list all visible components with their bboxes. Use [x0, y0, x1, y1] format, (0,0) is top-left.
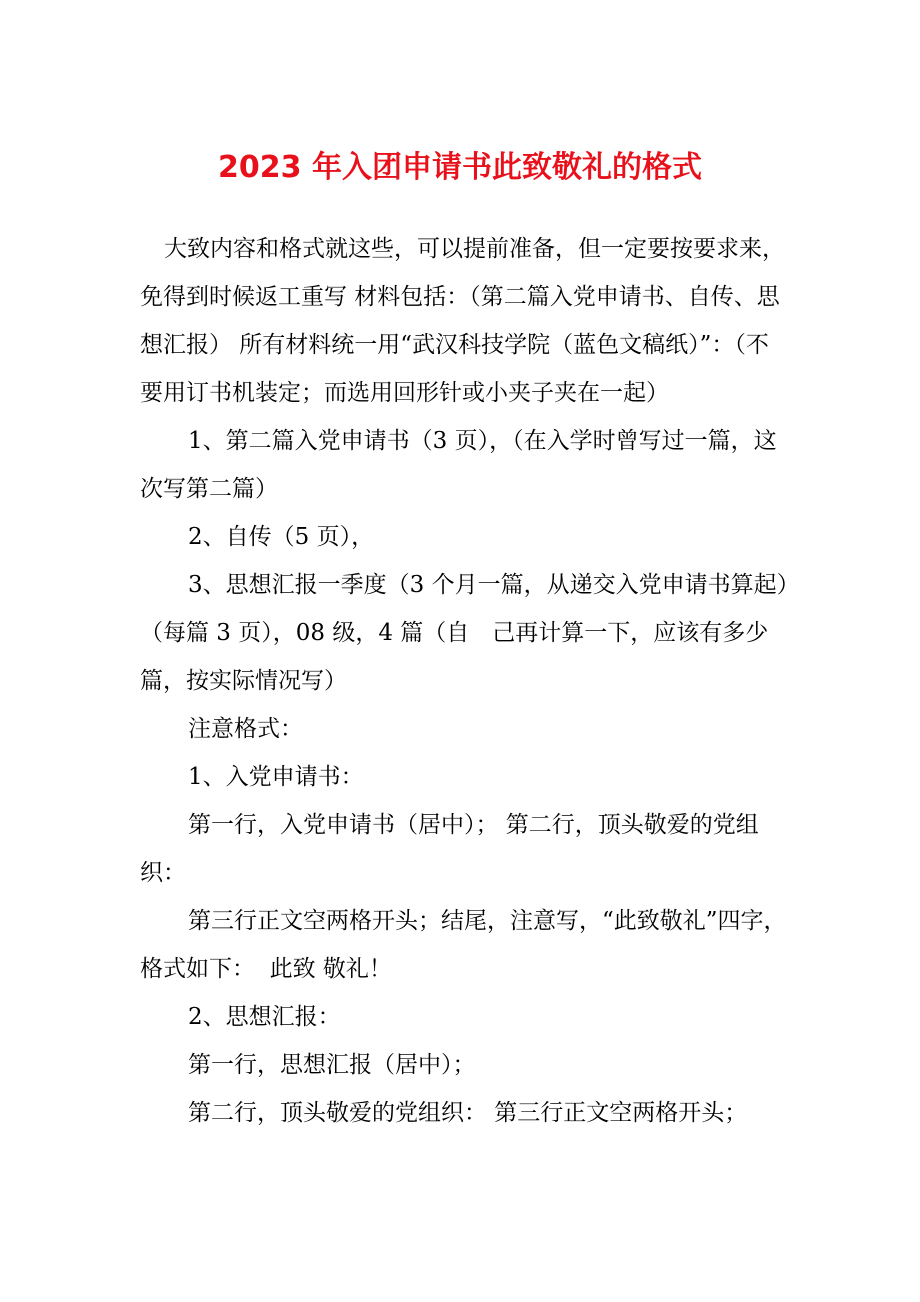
paragraph-format-application-closing: 第三行正文空两格开头；结尾，注意写，“此致敬礼”四字，格式如下： 此致 敬礼！ [140, 908, 787, 982]
paragraph-format-heading: 注意格式： [188, 716, 303, 742]
paragraph-format-report-heading: 2、思想汇报： [188, 1004, 341, 1030]
paragraph-format-application-heading: 1、入党申请书： [188, 764, 364, 790]
paragraph-item-application: 1、第二篇入党申请书（3 页），（在入学时曾写过一篇，这次写第二篇） [140, 428, 777, 502]
paragraph-intro: 大致内容和格式就这些，可以提前准备，但一定要按要求来，免得到时候返工重写 材料包括：（第二篇入党申请书、自传、思想汇报） 所有材料统一用“武汉科技学院（蓝色文稿纸）”：（不要用订书机装定；而选用回形针或小夹子夹在一起） [140, 236, 785, 406]
paragraph-item-autobiography: 2、自传（5 页）， [188, 524, 375, 550]
paragraph-format-application-lines: 第一行，入党申请书（居中）； 第二行，顶头敬爱的党组织： [140, 812, 759, 886]
document-body [140, 225, 790, 1137]
paragraph-format-report-line1: 第一行，思想汇报（居中）； [188, 1052, 476, 1078]
paragraph-format-report-line2: 第二行，顶头敬爱的党组织： 第三行正文空两格开头； [188, 1100, 748, 1126]
document-title: 2023 年入团申请书此致敬礼的格式 [218, 150, 702, 185]
paragraph-item-thought-report: 3、思想汇报一季度（3 个月一篇，从递交入党申请书算起）（每篇 3 页），08 级，4 篇（自 己再计算一下，应该有多少篇，按实际情况写） [140, 572, 789, 694]
